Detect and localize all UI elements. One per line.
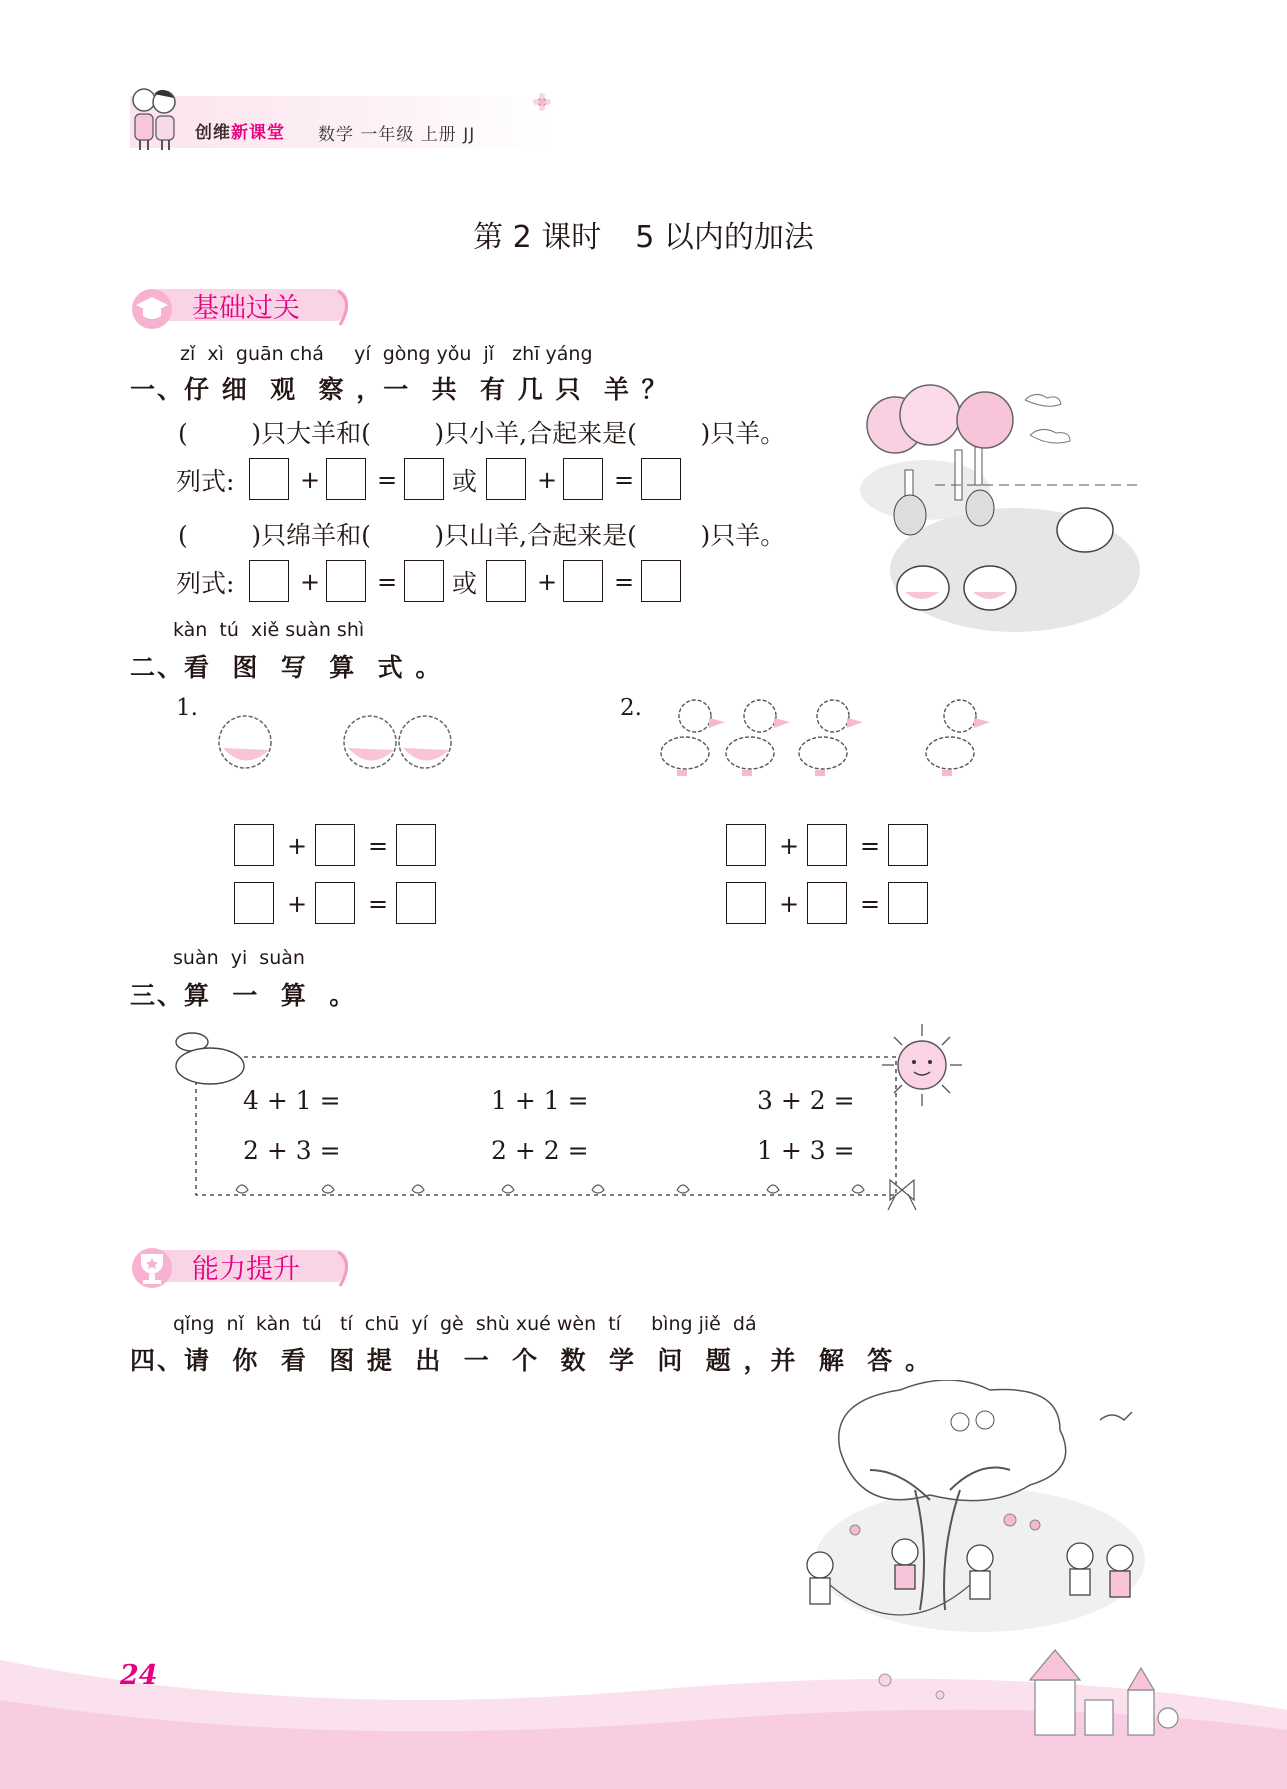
answer-box[interactable]: [726, 824, 766, 866]
plus-sign: +: [287, 832, 308, 860]
answer-box[interactable]: [396, 882, 436, 924]
q2-prompt: 二、看 图 写 算 式 。: [130, 653, 443, 682]
q1-line2: ( )只绵羊和( )只山羊,合起来是( )只羊。: [178, 521, 786, 550]
plus-sign: +: [287, 890, 308, 918]
q4-prompt: 四、请 你 看 图 提 出 一 个 数 学 问 题 ，并 解 答 。: [130, 1346, 932, 1375]
sheep-and-goats-illustration: [855, 370, 1140, 638]
answer-box[interactable]: [404, 458, 444, 500]
answer-box[interactable]: [315, 824, 355, 866]
plus-sign: +: [537, 466, 558, 494]
equals-sign: =: [860, 890, 881, 918]
answer-box[interactable]: [563, 560, 603, 602]
equals-sign: =: [368, 890, 389, 918]
equals-sign: =: [614, 568, 635, 596]
section-label-basic: 基础过关: [192, 293, 300, 324]
answer-box[interactable]: [326, 458, 366, 500]
answer-box[interactable]: [249, 458, 289, 500]
calc-problem: 1 + 1 =: [491, 1086, 589, 1115]
ducks-illustration: [655, 688, 995, 784]
footer-decoration: [0, 1600, 1287, 1789]
answer-box[interactable]: [807, 824, 847, 866]
answer-box[interactable]: [404, 560, 444, 602]
or-label: 或: [452, 467, 478, 496]
section-label-ability: 能力提升: [192, 1254, 300, 1285]
q2-item1-label: 1.: [176, 695, 198, 721]
answer-box[interactable]: [326, 560, 366, 602]
brand-part1: 创维: [195, 123, 231, 143]
lesson-title: [0, 212, 1287, 256]
page-number: 24: [120, 1660, 158, 1691]
answer-box[interactable]: [396, 824, 436, 866]
trophy-icon: [128, 1244, 174, 1290]
or-label: 或: [452, 569, 478, 598]
flower-icon: [532, 92, 552, 112]
answer-box[interactable]: [888, 882, 928, 924]
plus-sign: +: [779, 890, 800, 918]
calc-problem: 1 + 3 =: [757, 1136, 855, 1165]
equals-sign: =: [614, 466, 635, 494]
answer-box[interactable]: [234, 824, 274, 866]
answer-box[interactable]: [888, 824, 928, 866]
answer-box[interactable]: [807, 882, 847, 924]
header-subtitle: 数学 一年级 上册 JJ: [318, 125, 476, 145]
calc-problem: 2 + 2 =: [491, 1136, 589, 1165]
q1-formula-label-1: 列式:: [176, 467, 235, 496]
q2-pinyin: kàn tú xiě suàn shì: [173, 619, 365, 641]
q1-line1: ( )只大羊和( )只小羊,合起来是( )只羊。: [178, 419, 786, 448]
q1-pinyin: zǐ xì guān chá yí gòng yǒu jǐ zhī yáng: [180, 343, 593, 365]
calc-frame: [172, 1022, 962, 1212]
lesson-period: 第 2 课时: [473, 220, 602, 255]
peaches-illustration: [215, 708, 460, 776]
plus-sign: +: [779, 832, 800, 860]
q3-pinyin: suàn yi suàn: [173, 947, 305, 969]
answer-box[interactable]: [486, 458, 526, 500]
brand-part2: 新课堂: [231, 123, 285, 143]
answer-box[interactable]: [641, 560, 681, 602]
equals-sign: =: [860, 832, 881, 860]
calc-problem: 4 + 1 =: [243, 1086, 341, 1115]
answer-box[interactable]: [726, 882, 766, 924]
calc-problem: 2 + 3 =: [243, 1136, 341, 1165]
brand-name: [195, 118, 285, 143]
q2-item2-label: 2.: [620, 695, 642, 721]
q1-formula-label-2: 列式:: [176, 569, 235, 598]
graduation-cap-icon: [128, 283, 174, 329]
q3-prompt: 三、算 一 算 。: [130, 981, 357, 1010]
equals-sign: =: [377, 466, 398, 494]
answer-box[interactable]: [641, 458, 681, 500]
equals-sign: =: [368, 832, 389, 860]
answer-box[interactable]: [563, 458, 603, 500]
calc-problem: 3 + 2 =: [757, 1086, 855, 1115]
answer-box[interactable]: [249, 560, 289, 602]
kids-mascot-icon: [126, 82, 182, 152]
answer-box[interactable]: [315, 882, 355, 924]
children-jump-rope-under-tree-illustration: [800, 1380, 1145, 1635]
plus-sign: +: [537, 568, 558, 596]
q1-prompt: 一、仔 细 观 察 ，一 共 有 几 只 羊 ？: [130, 375, 669, 404]
lesson-topic: 5 以内的加法: [635, 220, 814, 255]
answer-box[interactable]: [486, 560, 526, 602]
answer-box[interactable]: [234, 882, 274, 924]
plus-sign: +: [300, 466, 321, 494]
q4-pinyin: qǐng nǐ kàn tú tí chū yí gè shù xué wèn tí bìng jiě dá: [173, 1313, 757, 1335]
equals-sign: =: [377, 568, 398, 596]
plus-sign: +: [300, 568, 321, 596]
